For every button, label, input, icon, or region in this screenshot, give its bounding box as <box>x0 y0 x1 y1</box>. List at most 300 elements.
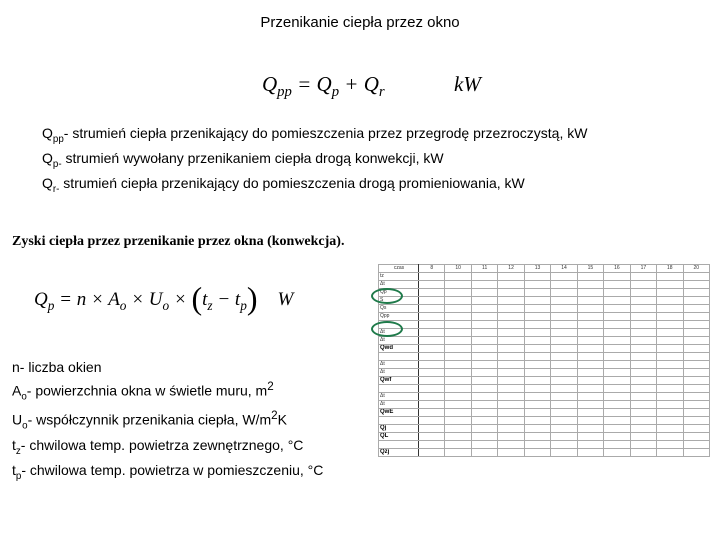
sheet-cell <box>551 425 577 433</box>
sheet-cell <box>657 401 683 409</box>
sheet-cell <box>445 353 471 361</box>
sheet-cell <box>524 409 550 417</box>
sheet-cell <box>630 401 656 409</box>
sheet-cell <box>683 409 709 417</box>
sheet-cell <box>419 273 445 281</box>
sheet-cell <box>471 281 497 289</box>
sheet-row <box>379 401 710 409</box>
eq-plus: + <box>339 72 364 96</box>
sheet-row-label <box>379 417 419 425</box>
sheet-cell <box>657 297 683 305</box>
sheet-cell <box>498 313 524 321</box>
sheet-cell <box>604 449 630 457</box>
sheet-cell <box>419 345 445 353</box>
sheet-cell <box>524 305 550 313</box>
sheet-cell <box>419 369 445 377</box>
sheet-row <box>379 441 710 449</box>
sheet-cell <box>445 361 471 369</box>
definition-item: $Q_{p-}$ strumień wywołany przenikaniem ciepła drogą konwekcji, kW <box>42 149 444 170</box>
sheet-cell <box>683 313 709 321</box>
sheet-cell <box>577 449 603 457</box>
sheet-cell <box>657 409 683 417</box>
sheet-cell <box>498 377 524 385</box>
sheet-cell <box>445 321 471 329</box>
sheet-header-cell: 20 <box>683 265 709 273</box>
sheet-cell <box>551 353 577 361</box>
sheet-cell <box>577 305 603 313</box>
sheet-cell <box>524 401 550 409</box>
sheet-cell <box>551 313 577 321</box>
sheet-cell <box>577 281 603 289</box>
sheet-cell <box>577 377 603 385</box>
sheet-cell <box>683 425 709 433</box>
sheet-row-label: Qpp <box>379 313 419 321</box>
sheet-cell <box>524 353 550 361</box>
variable-item: $A_o-$ powierzchnia okna w świetle muru, $m^2$ <box>12 380 274 403</box>
sheet-cell <box>657 441 683 449</box>
sheet-cell <box>498 401 524 409</box>
sheet-cell <box>419 449 445 457</box>
sheet-row <box>379 385 710 393</box>
sheet-cell <box>577 425 603 433</box>
sheet-cell <box>471 313 497 321</box>
sheet-cell <box>630 441 656 449</box>
sheet-cell <box>551 369 577 377</box>
sheet-header-cell: 11 <box>471 265 497 273</box>
sheet-cell <box>630 377 656 385</box>
variables-list <box>12 358 323 486</box>
sheet-row-label: Δt <box>379 281 419 289</box>
eq-term1-sub: p <box>331 84 340 101</box>
sheet-cell <box>577 433 603 441</box>
sheet-cell <box>604 369 630 377</box>
sheet-row <box>379 313 710 321</box>
sheet-header-cell: 18 <box>657 265 683 273</box>
sheet-cell <box>471 417 497 425</box>
eq-term1: Q <box>316 72 332 96</box>
sheet-header-row <box>379 265 710 273</box>
sheet-cell <box>630 433 656 441</box>
sheet-cell <box>683 297 709 305</box>
definition-item: $Q_{pp}-$ strumień ciepła przenikający do pomieszczenia przez przegrodę przezroczystą, kW <box>42 125 588 145</box>
sheet-cell <box>604 353 630 361</box>
sheet-cell <box>657 449 683 457</box>
sheet-cell <box>604 305 630 313</box>
sheet-cell <box>604 441 630 449</box>
sheet-row-label: Qwd <box>379 345 419 353</box>
sheet-cell <box>524 281 550 289</box>
sheet-row <box>379 377 710 385</box>
sheet-cell <box>524 369 550 377</box>
sheet-header-cell: 12 <box>498 265 524 273</box>
sheet-cell <box>419 281 445 289</box>
sheet-cell <box>657 385 683 393</box>
sheet-cell <box>419 337 445 345</box>
sheet-cell <box>419 385 445 393</box>
sheet-row-label: tz <box>379 273 419 281</box>
sheet-cell <box>630 417 656 425</box>
sheet-cell <box>498 393 524 401</box>
sheet-cell <box>419 409 445 417</box>
sheet-cell <box>524 449 550 457</box>
sheet-cell <box>683 417 709 425</box>
eq-lhs-sub: pp <box>277 84 292 101</box>
sheet-cell <box>524 385 550 393</box>
highlight-ring-qpp <box>371 321 403 337</box>
spreadsheet-table <box>378 264 710 534</box>
sheet-cell <box>683 329 709 337</box>
sheet-cell <box>419 401 445 409</box>
eq-lhs: Q <box>262 72 278 96</box>
sheet-row-label: S <box>379 297 419 305</box>
sheet-row <box>379 425 710 433</box>
sheet-cell <box>630 409 656 417</box>
sheet-cell <box>657 377 683 385</box>
main-equation <box>262 72 481 101</box>
sheet-cell <box>551 449 577 457</box>
sheet-cell <box>577 441 603 449</box>
sheet-cell <box>604 417 630 425</box>
sheet-cell <box>657 329 683 337</box>
sheet-cell <box>657 433 683 441</box>
sheet-cell <box>577 337 603 345</box>
sheet-cell <box>471 441 497 449</box>
sheet-cell <box>551 361 577 369</box>
sheet-cell <box>683 361 709 369</box>
sheet-cell <box>419 297 445 305</box>
sheet-header-cell: 17 <box>630 265 656 273</box>
sheet-cell <box>551 329 577 337</box>
sheet-cell <box>524 297 550 305</box>
sheet-cell <box>498 273 524 281</box>
sheet-cell <box>419 433 445 441</box>
sheet-cell <box>551 385 577 393</box>
sheet-cell <box>471 393 497 401</box>
sheet-cell <box>577 329 603 337</box>
sheet-cell <box>551 441 577 449</box>
sheet-cell <box>577 289 603 297</box>
sheet-cell <box>630 369 656 377</box>
sheet-cell <box>498 425 524 433</box>
sheet-cell <box>577 353 603 361</box>
sheet-cell <box>445 289 471 297</box>
sheet-cell <box>419 361 445 369</box>
sheet-cell <box>683 433 709 441</box>
sheet-row <box>379 369 710 377</box>
sheet-cell <box>498 369 524 377</box>
sheet-cell <box>604 345 630 353</box>
sheet-row-label <box>379 353 419 361</box>
sheet-cell <box>604 281 630 289</box>
variable-item: $U_o-$ współczynnik przenikania ciepła, $W/m^2K$ <box>12 409 287 432</box>
sheet-cell <box>524 329 550 337</box>
sheet-cell <box>683 401 709 409</box>
sheet-cell <box>657 417 683 425</box>
sheet-cell <box>471 321 497 329</box>
sheet-cell <box>471 377 497 385</box>
sheet-cell <box>445 297 471 305</box>
sheet-cell <box>551 305 577 313</box>
sheet-cell <box>524 377 550 385</box>
variable-item: $t_p-$ chwilowa temp. powietrza w pomieszczeniu, °C <box>12 461 324 482</box>
sheet-cell <box>630 329 656 337</box>
sheet-cell <box>419 441 445 449</box>
sheet-row <box>379 305 710 313</box>
sheet-cell <box>551 345 577 353</box>
sheet-cell <box>604 273 630 281</box>
sheet-row-label: QL <box>379 433 419 441</box>
sheet-row <box>379 281 710 289</box>
sheet-header-cell: 13 <box>524 265 550 273</box>
sheet-cell <box>524 337 550 345</box>
sheet-cell <box>498 361 524 369</box>
sheet-cell <box>630 361 656 369</box>
sheet-cell <box>445 401 471 409</box>
convection-equation: $Q_p = n \times A_o \times U_o \times (t_z - t_p)$ W <box>34 280 294 316</box>
section-heading: Zyski ciepła przez przenikanie przez okna (konwekcja). <box>12 234 345 249</box>
sheet-cell <box>683 345 709 353</box>
sheet-cell <box>524 289 550 297</box>
sheet-cell <box>498 337 524 345</box>
sheet-cell <box>419 353 445 361</box>
sheet-cell <box>657 289 683 297</box>
sheet-row <box>379 409 710 417</box>
sheet-row-label: Δt <box>379 369 419 377</box>
sheet-cell <box>630 321 656 329</box>
sheet-cell <box>419 329 445 337</box>
sheet-row <box>379 297 710 305</box>
sheet-cell <box>630 297 656 305</box>
sheet-cell <box>551 433 577 441</box>
sheet-cell <box>445 281 471 289</box>
sheet-cell <box>577 417 603 425</box>
highlight-ring-qp <box>371 288 403 304</box>
sheet-cell <box>498 385 524 393</box>
sheet-cell <box>471 353 497 361</box>
sheet-cell <box>445 273 471 281</box>
sheet-cell <box>445 345 471 353</box>
sheet-header-cell: 8 <box>419 265 445 273</box>
sheet-cell <box>630 345 656 353</box>
sheet-cell <box>604 329 630 337</box>
sheet-cell <box>551 409 577 417</box>
sheet-cell <box>657 305 683 313</box>
sheet-cell <box>630 337 656 345</box>
sheet-cell <box>604 393 630 401</box>
sheet-cell <box>604 433 630 441</box>
sheet-header-cell: 14 <box>551 265 577 273</box>
sheet-cell <box>498 329 524 337</box>
sheet-cell <box>551 393 577 401</box>
sheet-cell <box>498 353 524 361</box>
sheet-cell <box>657 369 683 377</box>
sheet-cell <box>524 321 550 329</box>
sheet-cell <box>445 417 471 425</box>
sheet-cell <box>683 441 709 449</box>
sheet-cell <box>683 337 709 345</box>
sheet-cell <box>604 425 630 433</box>
sheet-cell <box>577 369 603 377</box>
sheet-cell <box>657 345 683 353</box>
sheet-cell <box>524 345 550 353</box>
sheet-cell <box>683 281 709 289</box>
sheet-cell <box>577 409 603 417</box>
sheet-cell <box>657 425 683 433</box>
sheet-row-label: Qwf <box>379 377 419 385</box>
sheet-cell <box>630 385 656 393</box>
sheet-cell <box>498 281 524 289</box>
sheet-cell <box>577 321 603 329</box>
sheet-cell <box>630 273 656 281</box>
sheet-cell <box>657 313 683 321</box>
sheet-cell <box>577 385 603 393</box>
sheet-cell <box>498 321 524 329</box>
sheet-row-label: Δt <box>379 393 419 401</box>
sheet-cell <box>419 321 445 329</box>
sheet-cell <box>604 297 630 305</box>
sheet-row <box>379 337 710 345</box>
sheet-header-cell: 10 <box>445 265 471 273</box>
sheet-cell <box>471 425 497 433</box>
sheet-cell <box>498 433 524 441</box>
sheet-cell <box>445 313 471 321</box>
sheet-cell <box>604 409 630 417</box>
sheet-cell <box>471 337 497 345</box>
sheet-row <box>379 353 710 361</box>
sheet-cell <box>657 337 683 345</box>
variable-item: n- liczba okien <box>12 359 102 375</box>
sheet-cell <box>471 297 497 305</box>
sheet-cell <box>577 297 603 305</box>
sheet-cell <box>471 401 497 409</box>
sheet-row-label: Qzj <box>379 449 419 457</box>
sheet-cell <box>498 449 524 457</box>
sheet-cell <box>630 425 656 433</box>
sheet-row <box>379 321 710 329</box>
sheet-cell <box>419 417 445 425</box>
sheet-row-label <box>379 441 419 449</box>
sheet-cell <box>604 401 630 409</box>
sheet-cell <box>471 409 497 417</box>
sheet-cell <box>471 273 497 281</box>
sheet-cell <box>471 361 497 369</box>
sheet-cell <box>471 433 497 441</box>
sheet-row <box>379 361 710 369</box>
sheet-cell <box>419 289 445 297</box>
sheet-cell <box>445 393 471 401</box>
sheet-cell <box>683 289 709 297</box>
sheet-cell <box>471 369 497 377</box>
sheet-cell <box>471 289 497 297</box>
sheet-cell <box>604 321 630 329</box>
variable-item: $t_z-$ chwilowa temp. powietrza zewnętrznego, °C <box>12 436 304 457</box>
sheet-cell <box>524 425 550 433</box>
sheet-row <box>379 393 710 401</box>
sheet-cell <box>604 377 630 385</box>
sheet-cell <box>524 313 550 321</box>
sheet-row-label <box>379 385 419 393</box>
sheet-cell <box>419 305 445 313</box>
sheet-cell <box>471 385 497 393</box>
definitions-list <box>42 124 587 198</box>
sheet-cell <box>445 433 471 441</box>
sheet-cell <box>551 417 577 425</box>
sheet-cell <box>551 401 577 409</box>
sheet-cell <box>604 337 630 345</box>
sheet-cell <box>604 385 630 393</box>
sheet-cell <box>551 321 577 329</box>
sheet-cell <box>657 321 683 329</box>
sheet-cell <box>445 377 471 385</box>
sheet-cell <box>445 385 471 393</box>
sheet-cell <box>445 409 471 417</box>
definition-item: $Q_{r-}$ strumień ciepła przenikający do pomieszczenia drogą promieniowania, kW <box>42 174 525 195</box>
eq-unit: kW <box>454 72 481 96</box>
sheet-cell <box>419 313 445 321</box>
sheet-row-label: Δt <box>379 329 419 337</box>
sheet-cell <box>604 313 630 321</box>
sheet-cell <box>445 441 471 449</box>
sheet-cell <box>630 305 656 313</box>
sheet-cell <box>604 289 630 297</box>
sheet-cell <box>471 329 497 337</box>
sheet-cell <box>524 417 550 425</box>
eq-equals: = <box>291 72 317 96</box>
sheet-cell <box>577 393 603 401</box>
sheet-cell <box>498 417 524 425</box>
sheet-cell <box>630 313 656 321</box>
sheet-cell <box>419 377 445 385</box>
sheet-cell <box>498 441 524 449</box>
sheet-row <box>379 289 710 297</box>
sheet-cell <box>657 281 683 289</box>
sheet-cell <box>551 377 577 385</box>
sheet-cell <box>683 321 709 329</box>
sheet-row-label: Qj <box>379 425 419 433</box>
sheet-row <box>379 433 710 441</box>
sheet-cell <box>683 305 709 313</box>
sheet-row <box>379 449 710 457</box>
sheet-cell <box>551 273 577 281</box>
sheet-cell <box>445 305 471 313</box>
sheet-row-label: Δt <box>379 361 419 369</box>
sheet-cell <box>577 273 603 281</box>
sheet-cell <box>630 289 656 297</box>
sheet-cell <box>524 273 550 281</box>
sheet-cell <box>551 337 577 345</box>
sheet-row <box>379 417 710 425</box>
sheet-row-label: Δt <box>379 337 419 345</box>
sheet-cell <box>551 281 577 289</box>
sheet-cell <box>630 393 656 401</box>
sheet-row <box>379 329 710 337</box>
sheet-cell <box>683 449 709 457</box>
eq-term2-sub: r <box>378 84 385 101</box>
sheet-cell <box>657 353 683 361</box>
sheet-cell <box>498 305 524 313</box>
sheet-row-label: Qp <box>379 289 419 297</box>
sheet-row <box>379 273 710 281</box>
page-title: Przenikanie ciepła przez okno <box>260 14 460 31</box>
sheet-cell <box>471 345 497 353</box>
sheet-cell <box>657 393 683 401</box>
sheet-cell <box>657 273 683 281</box>
sheet-cell <box>524 433 550 441</box>
sheet-cell <box>630 353 656 361</box>
spreadsheet-grid <box>378 264 710 457</box>
sheet-cell <box>683 393 709 401</box>
sheet-header-cell: 15 <box>577 265 603 273</box>
